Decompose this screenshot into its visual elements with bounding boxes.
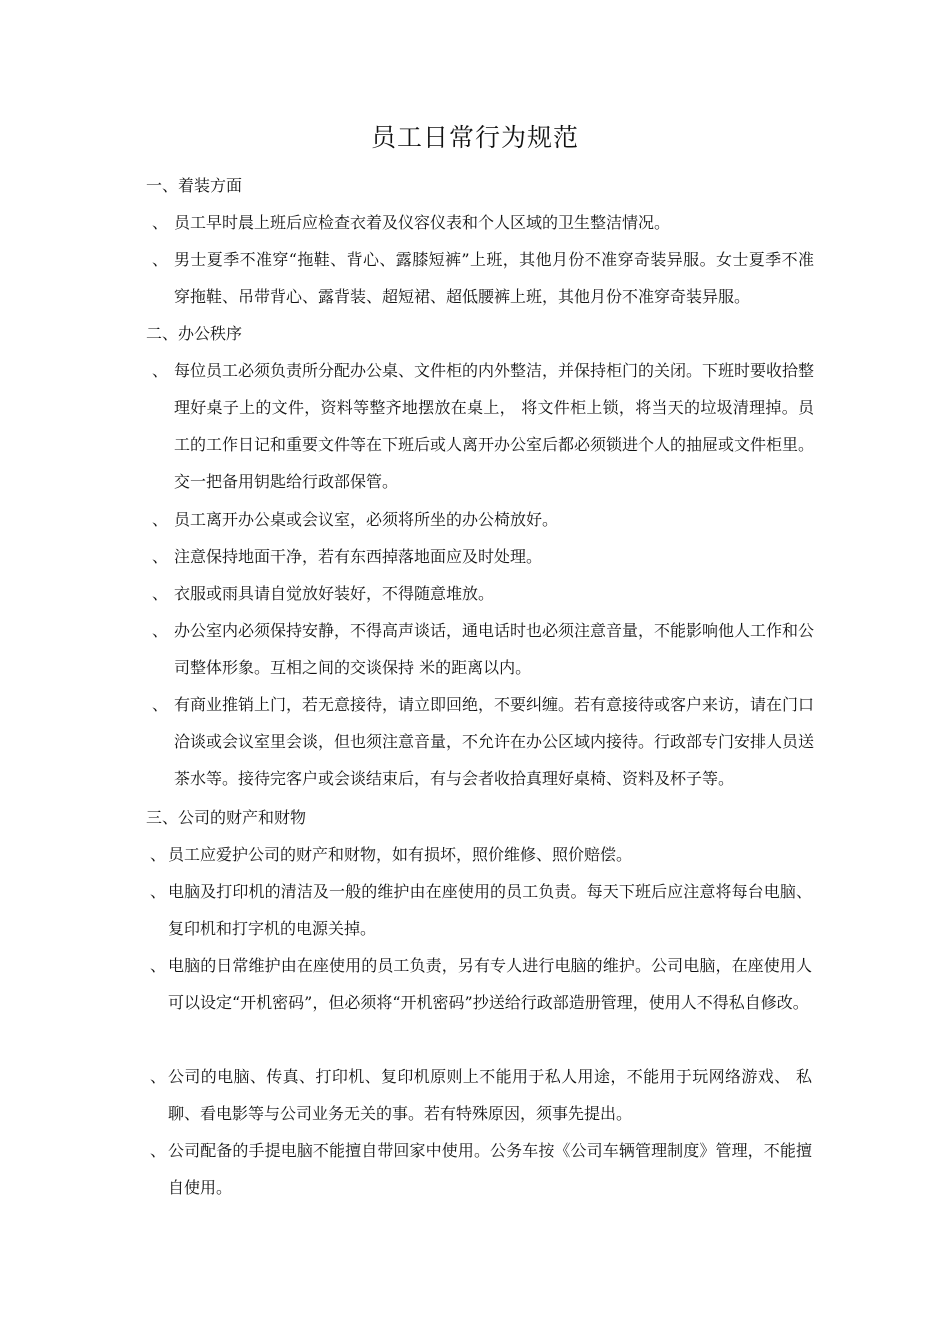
list-bullet: 、 <box>150 845 167 864</box>
section-heading-office-order: 二、办公秩序 <box>146 324 243 343</box>
list-item-text: 衣服或雨具请自觉放好装好，不得随意堆放。 <box>174 584 495 603</box>
list-bullet: 、 <box>152 510 169 529</box>
section-heading-property: 三、公司的财产和财物 <box>146 808 307 827</box>
list-bullet: 、 <box>152 695 169 714</box>
list-bullet: 、 <box>152 250 169 269</box>
list-item-text: 电脑及打印机的清洁及一般的维护由在座使用的员工负责。每天下班后应注意将每台电脑、复印机和打字机的电源关掉。 <box>168 882 812 938</box>
list-bullet: 、 <box>152 584 169 603</box>
list-item-text: 公司配备的手提电脑不能擅自带回家中使用。公务车按《公司车辆管理制度》管理，不能擅自使用。 <box>168 1141 812 1197</box>
list-bullet: 、 <box>150 956 167 975</box>
list-item-text: 办公室内必须保持安静，不得高声谈话，通电话时也必须注意音量，不能影响他人工作和公司整体形象。互相之间的交谈保持 米的距离以内。 <box>174 621 815 677</box>
list-bullet: 、 <box>152 547 169 566</box>
list-item-text: 男士夏季不准穿“拖鞋、背心、露膝短裤”上班，其他月份不准穿奇装异服。女士夏季不准穿拖鞋、吊带背心、露背装、超短裙、超低腰裤上班，其他月份不准穿奇装异服。 <box>174 250 814 306</box>
list-bullet: 、 <box>152 361 169 380</box>
list-item-text: 电脑的日常维护由在座使用的员工负责，另有专人进行电脑的维护。公司电脑，在座使用人可以设定“开机密码”，但必须将“开机密码”抄送给行政部造册管理，使用人不得私自修改。 <box>168 956 812 1012</box>
list-bullet: 、 <box>150 1141 167 1160</box>
list-item-text: 每位员工必须负责所分配办公桌、文件柜的内外整洁，并保持柜门的关闭。下班时要收拾整理好桌子上的文件，资料等整齐地摆放在桌上， 将文件柜上锁，将当天的垃圾清理掉。员工的工作日记和重要文件等在下班后或人离开办公室后都必须锁进个人的抽屉或文件柜里。交一把备用钥匙给行政部保管。 <box>174 361 815 491</box>
list-item-text: 员工离开办公桌或会议室，必须将所坐的办公椅放好。 <box>174 510 559 529</box>
list-bullet: 、 <box>150 1067 167 1086</box>
list-bullet: 、 <box>150 882 167 901</box>
section-heading-dress: 一、着装方面 <box>146 176 243 195</box>
list-bullet: 、 <box>152 213 169 232</box>
list-item-text: 公司的电脑、传真、打印机、复印机原则上不能用于私人用途，不能用于玩网络游戏、 私聊、看电影等与公司业务无关的事。若有特殊原因，须事先提出。 <box>168 1067 812 1123</box>
list-bullet: 、 <box>152 621 169 640</box>
list-item-text: 员工应爱护公司的财产和财物，如有损坏，照价维修、照价赔偿。 <box>168 845 633 864</box>
list-item-text: 有商业推销上门，若无意接待，请立即回绝，不要纠缠。若有意接待或客户来访，请在门口洽谈或会议室里会谈，但也须注意音量，不允许在办公区域内接待。行政部专门安排人员送茶水等。接待完客户或会谈结束后，有与会者收拾真理好桌椅、资料及杯子等。 <box>174 695 815 788</box>
list-item-text: 注意保持地面干净，若有东西掉落地面应及时处理。 <box>174 547 543 566</box>
page-title: 员工日常行为规范 <box>370 123 579 152</box>
list-item-text: 员工早时晨上班后应检查衣着及仪容仪表和个人区域的卫生整洁情况。 <box>174 213 671 232</box>
